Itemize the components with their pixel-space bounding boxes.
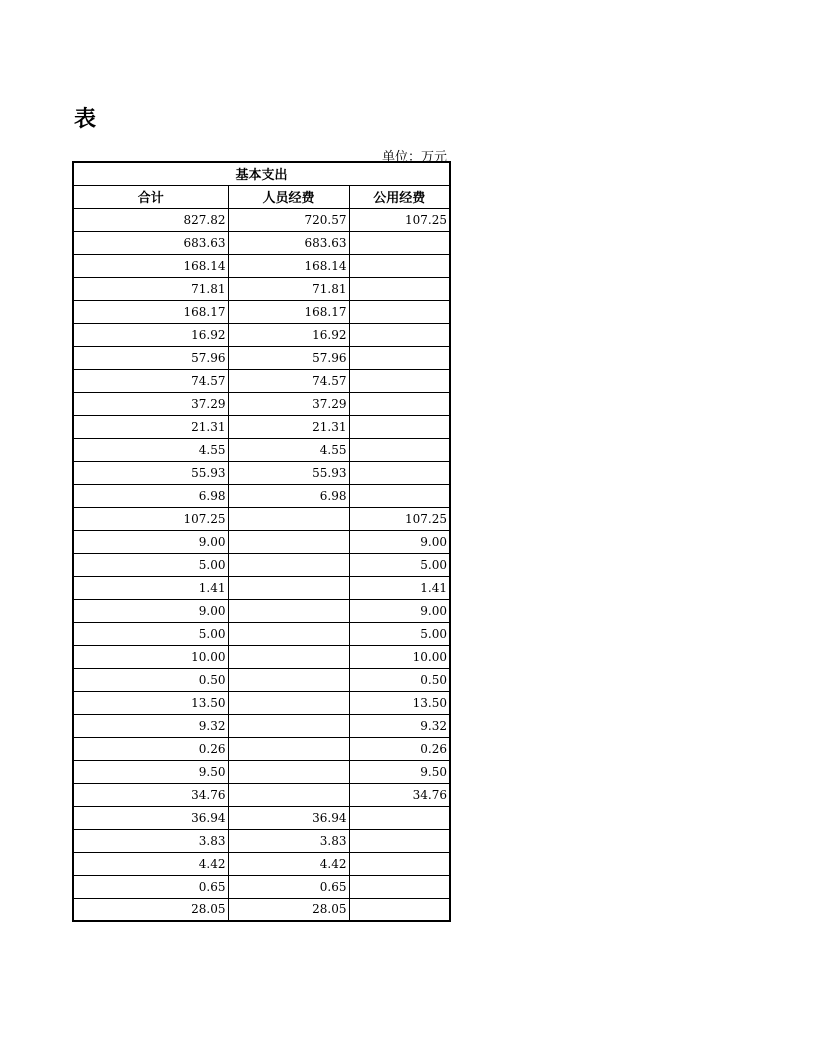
cell-public: [349, 254, 450, 277]
cell-personnel: 0.65: [228, 875, 349, 898]
table-row: [73, 645, 450, 668]
cell-total: 9.00: [73, 530, 228, 553]
cell-total: 9.50: [73, 760, 228, 783]
cell-public: 107.25: [349, 507, 450, 530]
table-row: [73, 392, 450, 415]
cell-public: 9.00: [349, 530, 450, 553]
table-row: [73, 714, 450, 737]
cell-total: 34.76: [73, 783, 228, 806]
cell-public: 5.00: [349, 553, 450, 576]
cell-public: 9.50: [349, 760, 450, 783]
table-row: [73, 415, 450, 438]
table-row: [73, 208, 450, 231]
cell-total: 3.83: [73, 829, 228, 852]
cell-public: 0.50: [349, 668, 450, 691]
cell-personnel: [228, 553, 349, 576]
table-row: [73, 783, 450, 806]
cell-public: [349, 438, 450, 461]
cell-personnel: [228, 599, 349, 622]
cell-public: 13.50: [349, 691, 450, 714]
cell-personnel: [228, 622, 349, 645]
table-row: [73, 300, 450, 323]
table-row: [73, 875, 450, 898]
table-body: [73, 208, 450, 921]
cell-personnel: [228, 507, 349, 530]
table-row: [73, 898, 450, 921]
cell-personnel: 683.63: [228, 231, 349, 254]
cell-personnel: [228, 783, 349, 806]
table-row: [73, 369, 450, 392]
cell-total: 1.41: [73, 576, 228, 599]
page-title: 表: [74, 107, 97, 132]
cell-total: 16.92: [73, 323, 228, 346]
cell-public: [349, 231, 450, 254]
cell-personnel: 55.93: [228, 461, 349, 484]
cell-personnel: 168.17: [228, 300, 349, 323]
cell-total: 74.57: [73, 369, 228, 392]
table-row: [73, 691, 450, 714]
cell-public: 5.00: [349, 622, 450, 645]
cell-personnel: 16.92: [228, 323, 349, 346]
cell-public: [349, 875, 450, 898]
cell-public: 34.76: [349, 783, 450, 806]
cell-personnel: 36.94: [228, 806, 349, 829]
table-row: [73, 553, 450, 576]
cell-public: 1.41: [349, 576, 450, 599]
cell-personnel: [228, 714, 349, 737]
cell-total: 9.00: [73, 599, 228, 622]
cell-total: 9.32: [73, 714, 228, 737]
table-row: [73, 277, 450, 300]
cell-personnel: 21.31: [228, 415, 349, 438]
table-row: [73, 461, 450, 484]
cell-personnel: 3.83: [228, 829, 349, 852]
cell-total: 4.42: [73, 852, 228, 875]
cell-total: 168.14: [73, 254, 228, 277]
cell-personnel: 168.14: [228, 254, 349, 277]
cell-total: 4.55: [73, 438, 228, 461]
cell-public: [349, 829, 450, 852]
group-header: 基本支出: [73, 162, 450, 185]
table-row: [73, 530, 450, 553]
unit-label: 单位：万元: [381, 150, 447, 165]
table-row: [73, 737, 450, 760]
cell-personnel: 4.55: [228, 438, 349, 461]
table-row: [73, 231, 450, 254]
cell-public: [349, 806, 450, 829]
cell-personnel: 720.57: [228, 208, 349, 231]
cell-public: [349, 323, 450, 346]
cell-public: [349, 415, 450, 438]
cell-personnel: 57.96: [228, 346, 349, 369]
cell-total: 0.50: [73, 668, 228, 691]
cell-total: 5.00: [73, 622, 228, 645]
cell-total: 107.25: [73, 507, 228, 530]
cell-public: 9.00: [349, 599, 450, 622]
cell-public: [349, 346, 450, 369]
cell-total: 57.96: [73, 346, 228, 369]
cell-public: 9.32: [349, 714, 450, 737]
table-row: [73, 323, 450, 346]
cell-public: [349, 277, 450, 300]
cell-public: [349, 461, 450, 484]
cell-public: 107.25: [349, 208, 450, 231]
cell-total: 168.17: [73, 300, 228, 323]
cell-personnel: 28.05: [228, 898, 349, 921]
cell-public: [349, 369, 450, 392]
cell-personnel: [228, 530, 349, 553]
column-header-total: 合计: [73, 185, 228, 208]
table-row: [73, 507, 450, 530]
cell-total: 28.05: [73, 898, 228, 921]
table-row: [73, 484, 450, 507]
cell-public: [349, 392, 450, 415]
cell-personnel: [228, 576, 349, 599]
table-row: [73, 576, 450, 599]
cell-personnel: 6.98: [228, 484, 349, 507]
cell-personnel: [228, 691, 349, 714]
cell-total: 827.82: [73, 208, 228, 231]
cell-total: 6.98: [73, 484, 228, 507]
table-row: [73, 852, 450, 875]
cell-personnel: 37.29: [228, 392, 349, 415]
expenditure-table: [72, 161, 451, 922]
cell-total: 37.29: [73, 392, 228, 415]
cell-total: 683.63: [73, 231, 228, 254]
cell-personnel: 71.81: [228, 277, 349, 300]
cell-total: 0.65: [73, 875, 228, 898]
cell-public: [349, 484, 450, 507]
cell-public: [349, 898, 450, 921]
cell-public: 10.00: [349, 645, 450, 668]
table-row: [73, 668, 450, 691]
cell-personnel: [228, 668, 349, 691]
column-header-public: 公用经费: [349, 185, 450, 208]
table-row: [73, 760, 450, 783]
cell-total: 71.81: [73, 277, 228, 300]
table-row: [73, 254, 450, 277]
table-row: [73, 599, 450, 622]
table-row: [73, 622, 450, 645]
cell-personnel: 74.57: [228, 369, 349, 392]
cell-total: 36.94: [73, 806, 228, 829]
cell-public: 0.26: [349, 737, 450, 760]
table-row: [73, 829, 450, 852]
cell-personnel: [228, 645, 349, 668]
cell-total: 21.31: [73, 415, 228, 438]
cell-public: [349, 852, 450, 875]
cell-total: 10.00: [73, 645, 228, 668]
table-row: [73, 806, 450, 829]
table-row: [73, 438, 450, 461]
cell-total: 5.00: [73, 553, 228, 576]
column-header-personnel: 人员经费: [228, 185, 349, 208]
cell-personnel: 4.42: [228, 852, 349, 875]
cell-personnel: [228, 737, 349, 760]
table-row: [73, 346, 450, 369]
cell-total: 13.50: [73, 691, 228, 714]
cell-total: 0.26: [73, 737, 228, 760]
cell-public: [349, 300, 450, 323]
cell-personnel: [228, 760, 349, 783]
cell-total: 55.93: [73, 461, 228, 484]
